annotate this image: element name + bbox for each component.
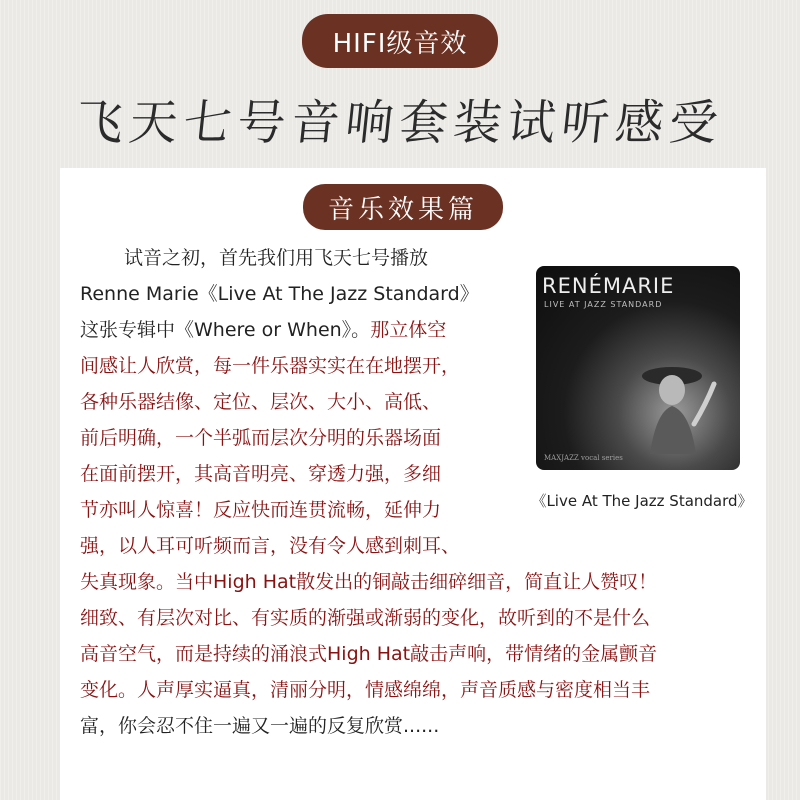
paragraph-line: 高音空气，而是持续的涌浪式High Hat敲击声响，带情绪的金属颤音: [80, 643, 658, 665]
paragraph-line: 强，以人耳可听频而言，没有令人感到刺耳、: [80, 535, 461, 557]
hifi-badge: HIFI级音效: [302, 14, 498, 68]
page-headline: 飞天七号音响套装试听感受: [72, 94, 727, 151]
paragraph-line: 各种乐器结像、定位、层次、大小、高低、: [80, 391, 442, 413]
paragraph-line: 节亦叫人惊喜！反应快而连贯流畅，延伸力: [80, 499, 442, 521]
paragraph-line: 间感让人欣赏，每一件乐器实实在在地摆开，: [80, 355, 461, 377]
album-label-text: MAXJAZZ vocal series: [544, 454, 623, 462]
paragraph-line: 细致、有层次对比、有实质的渐强或渐弱的变化，故听到的不是什么: [80, 607, 651, 629]
paragraph-line: 变化。人声厚实逼真，清丽分明，情感绵绵，声音质感与密度相当丰: [80, 679, 651, 701]
paragraph-line: 失真现象。当中High Hat散发出的铜敲击细碎细音，简直让人赞叹！: [80, 571, 658, 593]
album-artist-text: RENÉMARIE: [542, 274, 675, 298]
singer-silhouette-icon: [636, 354, 720, 454]
album-caption: 《Live At The Jazz Standard》: [531, 492, 753, 510]
paragraph-line: 在面前摆开，其高音明亮、穿透力强，多细: [80, 463, 442, 485]
paragraph-line: 前后明确，一个半弧而层次分明的乐器场面: [80, 427, 442, 449]
paragraph-line: 富，你会忍不住一遍又一遍的反复欣赏......: [80, 715, 440, 737]
album-cover-image: [536, 266, 740, 470]
paragraph-line-start: 这张专辑中《Where or When》。: [80, 319, 371, 341]
section-badge: 音乐效果篇: [303, 184, 503, 230]
paragraph-line-red-tail: 那立体空: [370, 319, 447, 341]
paragraph-line: 试音之初，首先我们用飞天七号播放: [124, 247, 429, 269]
album-subtitle-text: LIVE AT JAZZ STANDARD: [544, 300, 663, 309]
paragraph-line: Renne Marie《Live At The Jazz Standard》: [80, 283, 479, 305]
